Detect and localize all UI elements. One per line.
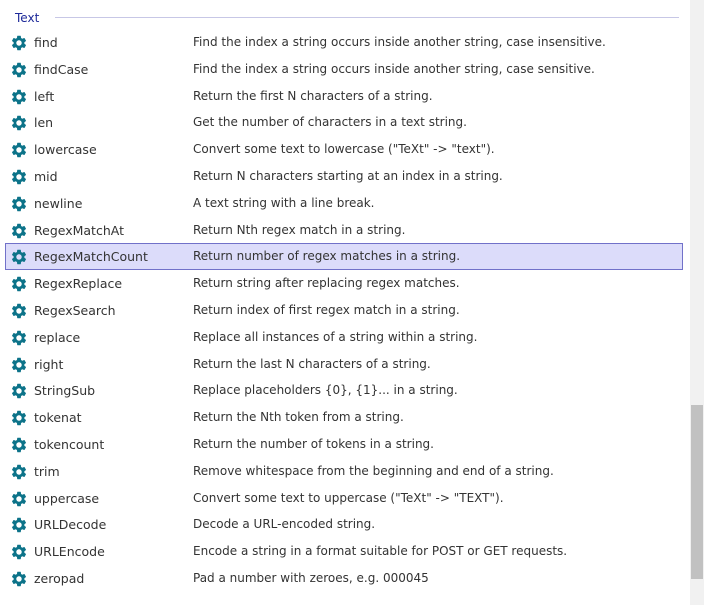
function-description: Return index of first regex match in a string. xyxy=(193,302,460,317)
gear-icon xyxy=(10,88,28,106)
gear-icon xyxy=(10,34,28,52)
vertical-scrollbar[interactable] xyxy=(690,0,704,605)
function-description: Remove whitespace from the beginning and end of a string. xyxy=(193,463,554,478)
function-name: right xyxy=(34,356,64,372)
function-row-left[interactable] xyxy=(5,83,683,110)
gear-icon xyxy=(10,195,28,213)
function-description: Return Nth regex match in a string. xyxy=(193,222,406,237)
function-name: RegexMatchAt xyxy=(34,222,124,238)
gear-icon xyxy=(10,570,28,588)
function-row-len[interactable] xyxy=(5,109,683,136)
function-description: Decode a URL-encoded string. xyxy=(193,517,376,532)
function-list xyxy=(5,29,683,592)
function-name: tokencount xyxy=(34,436,105,452)
function-description: Find the index a string occurs inside another string, case sensitive. xyxy=(193,61,595,76)
function-description: Return number of regex matches in a string. xyxy=(193,249,461,264)
function-row-regexreplace[interactable] xyxy=(5,270,683,297)
function-description: Return the last N characters of a string. xyxy=(193,356,431,371)
function-description: Encode a string in a format suitable for POST or GET requests. xyxy=(193,544,568,559)
function-name: newline xyxy=(34,195,83,211)
function-description: Convert some text to lowercase ("TeXt" -> "text"). xyxy=(193,142,495,157)
function-name: RegexSearch xyxy=(34,302,116,318)
function-name: zeropad xyxy=(34,570,85,586)
gear-icon xyxy=(10,329,28,347)
function-row-mid[interactable] xyxy=(5,163,683,190)
gear-icon xyxy=(10,114,28,132)
function-name: left xyxy=(34,88,55,104)
function-name: find xyxy=(34,35,58,50)
group-header-text xyxy=(15,10,679,26)
function-description: A text string with a line break. xyxy=(193,195,375,210)
function-row-zeropad[interactable] xyxy=(5,565,683,592)
function-name: uppercase xyxy=(34,490,100,506)
function-name: len xyxy=(34,115,54,131)
function-name: replace xyxy=(34,329,81,345)
scrollbar-thumb[interactable] xyxy=(691,405,703,579)
function-description: Get the number of characters in a text string. xyxy=(193,115,467,130)
function-description: Return the Nth token from a string. xyxy=(193,410,404,425)
function-name: RegexReplace xyxy=(34,276,123,292)
function-name: trim xyxy=(34,463,60,479)
function-row-stringsub[interactable] xyxy=(5,377,683,404)
function-row-replace[interactable] xyxy=(5,324,683,351)
function-row-tokenat[interactable] xyxy=(5,404,683,431)
function-row-findcase[interactable] xyxy=(5,56,683,83)
gear-icon xyxy=(10,275,28,293)
function-row-lowercase[interactable] xyxy=(5,136,683,163)
function-description: Return N characters starting at an index in a string. xyxy=(193,168,503,183)
function-row-regexmatchat[interactable] xyxy=(5,217,683,244)
function-row-tokencount[interactable] xyxy=(5,431,683,458)
function-row-urlencode[interactable] xyxy=(5,538,683,565)
gear-icon xyxy=(10,490,28,508)
function-name: StringSub xyxy=(34,383,96,399)
gear-icon xyxy=(10,409,28,427)
gear-icon xyxy=(10,436,28,454)
gear-icon xyxy=(10,356,28,374)
function-description: Convert some text to uppercase ("TeXt" -> "TEXT"). xyxy=(193,490,504,505)
gear-icon xyxy=(10,302,28,320)
function-description: Find the index a string occurs inside another string, case insensitive. xyxy=(193,35,606,49)
gear-icon xyxy=(10,463,28,481)
function-name: mid xyxy=(34,168,58,184)
function-description: Return the first N characters of a string. xyxy=(193,88,433,103)
function-name: RegexMatchCount xyxy=(34,249,148,265)
gear-icon xyxy=(10,382,28,400)
gear-icon xyxy=(10,168,28,186)
gear-icon xyxy=(10,61,28,79)
function-name: tokenat xyxy=(34,410,82,426)
function-row-regexsearch[interactable] xyxy=(5,297,683,324)
group-title: Text xyxy=(15,11,46,25)
function-row-newline[interactable] xyxy=(5,190,683,217)
function-row-uppercase[interactable] xyxy=(5,485,683,512)
function-description: Return string after replacing regex matches. xyxy=(193,276,460,291)
function-name: URLEncode xyxy=(34,544,105,560)
function-description: Pad a number with zeroes, e.g. 000045 xyxy=(193,570,429,585)
gear-icon xyxy=(10,141,28,159)
function-name: findCase xyxy=(34,61,89,77)
function-name: lowercase xyxy=(34,142,97,158)
function-description: Replace placeholders {0}, {1}... in a string. xyxy=(193,383,458,398)
function-row-right[interactable] xyxy=(5,351,683,378)
gear-icon xyxy=(10,248,28,266)
function-name: URLDecode xyxy=(34,517,107,533)
gear-icon xyxy=(10,543,28,561)
gear-icon xyxy=(10,516,28,534)
function-row-regexmatchcount[interactable] xyxy=(5,243,683,270)
function-row-find[interactable] xyxy=(5,29,683,56)
group-divider xyxy=(55,17,679,18)
function-description: Return the number of tokens in a string. xyxy=(193,436,434,451)
gear-icon xyxy=(10,222,28,240)
function-row-trim[interactable] xyxy=(5,458,683,485)
function-row-urldecode[interactable] xyxy=(5,511,683,538)
function-description: Replace all instances of a string within a string. xyxy=(193,329,478,344)
